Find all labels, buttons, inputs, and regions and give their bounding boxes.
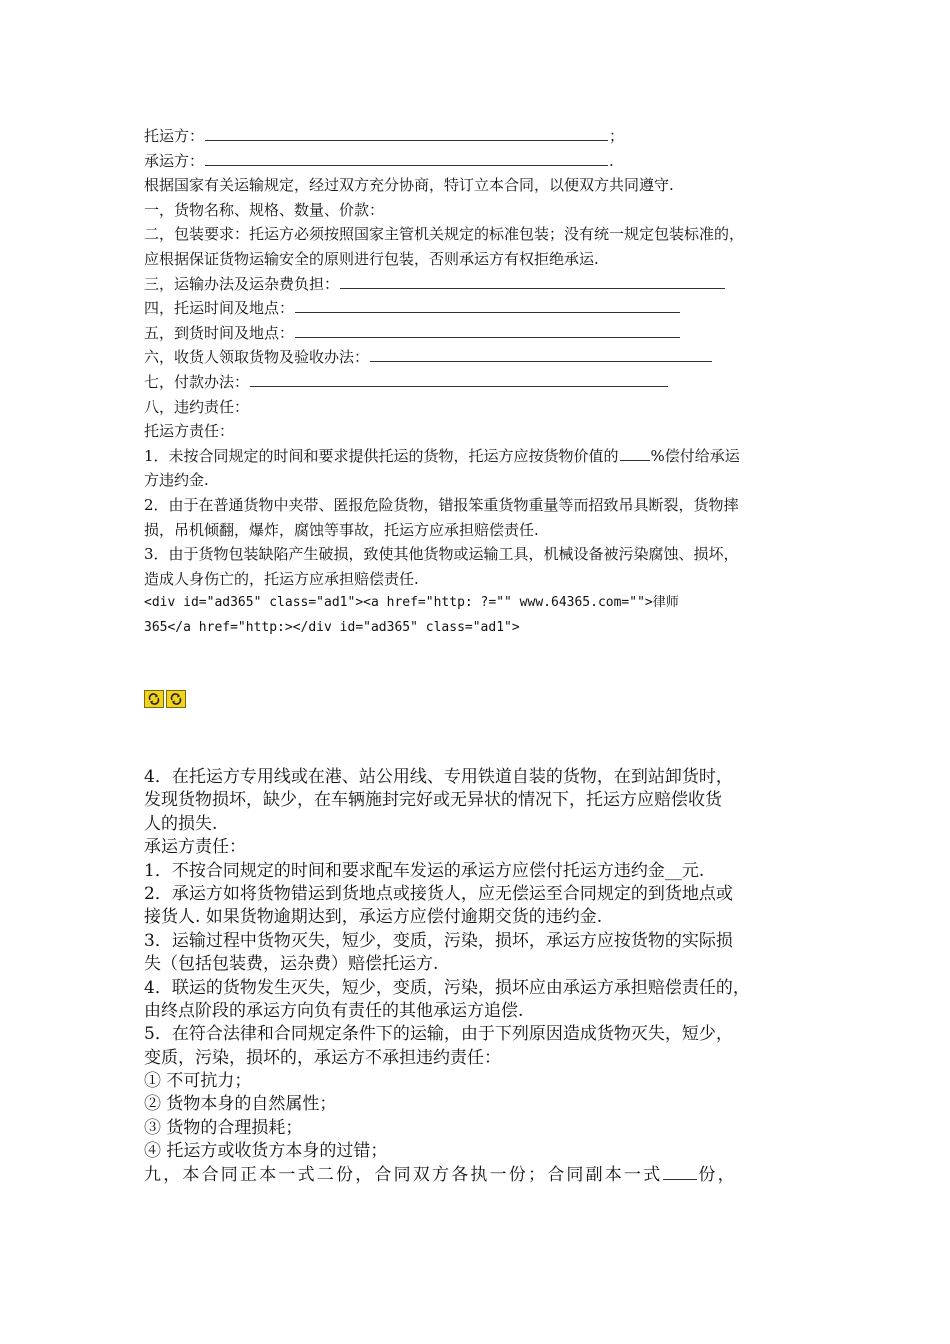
item-copies-text: 九，本合同正本一式二份，合同双方各执一份；合同副本一式: [144, 1164, 663, 1185]
item-receipt-method: [144, 345, 824, 370]
item-liability: 八，违约责任：: [144, 397, 250, 416]
shipper-clause-4-line2: 发现货物损坏，缺少，在车辆施封完好或无异状的情况下，托运方应赔偿收货: [144, 790, 722, 811]
carrier-clause-4-line1: 4．联运的货物发生灭失，短少，变质，污染，损坏应由承运方承担赔偿责任的，: [144, 977, 750, 998]
penalty-percent-blank[interactable]: [620, 446, 650, 461]
shipper-clause-1-text: 1．未按合同规定的时间和要求提供托运的货物，托运方应按货物价值的: [144, 446, 619, 465]
refresh-icon-glyph: [147, 692, 161, 706]
shipping-time-blank[interactable]: [295, 298, 680, 313]
contract-upper-section: [144, 124, 824, 640]
item-copies: [144, 1164, 824, 1187]
item-receipt-method-label: 六，收货人领取货物及验收办法：: [144, 348, 370, 367]
refresh-icon[interactable]: [144, 690, 164, 708]
carrier-clause-5-line2: 变质，污染，损坏的，承运方不承担违约责任：: [144, 1047, 501, 1068]
shipper-clause-4-line3: 人的损失.: [144, 813, 218, 834]
payment-blank[interactable]: [250, 372, 668, 387]
carrier-clause-2-line2: 接货人. 如果货物逾期达到，承运方应偿付逾期交货的违约金.: [144, 907, 603, 928]
refresh-icon-glyph: [169, 692, 183, 706]
carrier-blank[interactable]: [205, 151, 608, 166]
carrier-clause-2-line1: 2．承运方如将货物错运到货地点或接货人，应无偿运至合同规定的到货地点或: [144, 883, 733, 904]
shipper-clause-3-line1: 3．由于货物包装缺陷产生破损，致使其他货物或运输工具，机械设备被污染腐蚀、损坏，: [144, 545, 739, 564]
refresh-icon[interactable]: [166, 690, 186, 708]
copies-blank[interactable]: [663, 1165, 697, 1180]
item-shipping-time-label: 四，托运时间及地点：: [144, 299, 295, 318]
shipper-clause-4-line1: 4．在托运方专用线或在港、站公用线、专用铁道自装的货物，在到站卸货时，: [144, 767, 733, 787]
item-arrival-time: [144, 321, 824, 346]
shipper-line: [144, 124, 824, 149]
shipper-liability-heading: 托运方责任：: [144, 422, 235, 441]
carrier-liability-heading: 承运方责任：: [144, 837, 246, 858]
carrier-line-end: .: [609, 151, 614, 170]
carrier-clause-1: 1．不按合同规定的时间和要求配车发运的承运方应偿付托运方违约金__元.: [144, 860, 705, 881]
carrier-line: [144, 149, 824, 174]
transport-method-blank[interactable]: [340, 274, 725, 289]
item-packaging-line1: 二，包装要求：托运方必须按照国家主管机关规定的标准包装；没有统一规定包装标准的，: [144, 225, 745, 244]
intro-paragraph: 根据国家有关运输规定，经过双方充分协商，特订立本合同，以便双方共同遵守.: [144, 176, 674, 195]
carrier-clause-3-line2: 失（包括包装费，运杂费）赔偿托运方.: [144, 954, 439, 975]
icon-row: [144, 690, 186, 708]
shipper-clause-1-line1: [144, 444, 824, 469]
shipper-label: 托运方：: [144, 127, 205, 145]
carrier-label: 承运方：: [144, 151, 205, 170]
item-shipping-time: [144, 296, 824, 321]
carrier-clause-5-line1: 5．在符合法律和合同规定条件下的运输，由于下列原因造成货物灭失，短少，: [144, 1024, 733, 1045]
carrier-clause-3-line1: 3．运输过程中货物灭失，短少，变质，污染，损坏，承运方应按货物的实际损: [144, 930, 733, 951]
exemption-4: ④ 托运方或收货方本身的过错；: [144, 1141, 388, 1162]
shipper-blank[interactable]: [205, 126, 608, 141]
item-goods: 一，货物名称、规格、数量、价款：: [144, 200, 385, 219]
item-transport-method: [144, 272, 824, 297]
receipt-method-blank[interactable]: [370, 347, 712, 362]
shipper-clause-2-line1: 2．由于在普通货物中夹带、匿报危险货物，错报笨重货物重量等而招致吊具断裂，货物摔: [144, 495, 739, 514]
item-payment-label: 七，付款办法：: [144, 372, 250, 391]
exemption-1: ① 不可抗力；: [144, 1071, 252, 1092]
carrier-clause-4-line2: 由终点阶段的承运方向负有责任的其他承运方追偿.: [144, 1000, 524, 1021]
exemption-3: ③ 货物的合理损耗；: [144, 1117, 303, 1138]
contract-lower-section: [144, 766, 824, 1187]
shipper-line-end: ；: [609, 127, 625, 145]
item-payment: [144, 370, 824, 395]
shipper-clause-1-line2: 方违约金.: [144, 471, 209, 490]
stray-code-line2: 365</a href="http:></div id="ad365" class="ad1">: [144, 619, 520, 635]
shipper-clause-2-line2: 损，吊机倾翻，爆炸，腐蚀等事故，托运方应承担赔偿责任.: [144, 520, 539, 539]
arrival-time-blank[interactable]: [295, 323, 680, 338]
exemption-2: ② 货物本身的自然属性；: [144, 1094, 337, 1115]
shipper-clause-1-tail: %偿付给承运: [650, 446, 740, 465]
item-arrival-time-label: 五，到货时间及地点：: [144, 323, 295, 342]
shipper-clause-3-line2: 造成人身伤亡的，托运方应承担赔偿责任.: [144, 569, 419, 588]
item-packaging-line2: 应根据保证货物运输安全的原则进行包装，否则承运方有权拒绝承运.: [144, 249, 599, 268]
item-transport-method-label: 三，运输办法及运杂费负担：: [144, 274, 340, 293]
item-copies-tail: 份，: [698, 1164, 737, 1185]
stray-code-line1: <div id="ad365" class="ad1"><a href="http: ?="" www.64365.com="">律师: [144, 595, 679, 611]
